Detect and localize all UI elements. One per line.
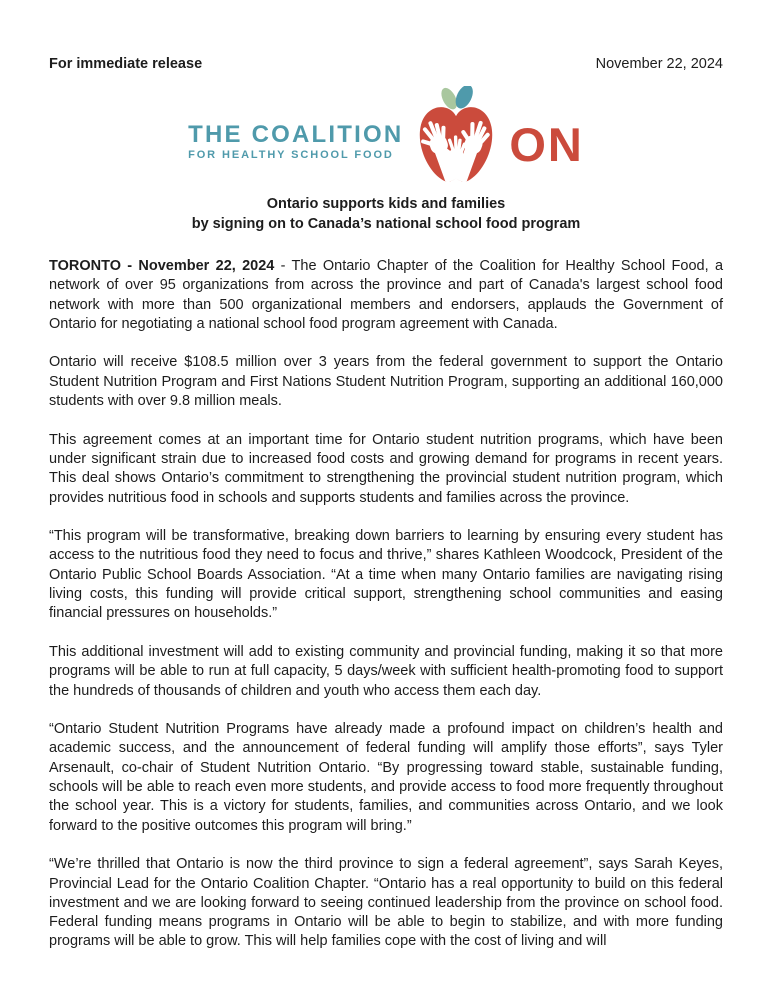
coalition-name: THE COALITION bbox=[188, 121, 404, 148]
paragraph-quote-keyes: “We’re thrilled that Ontario is now the third province to sign a federal agreement”, says Sarah Keyes, Provincial Lead for the Ontario Coalition Chapter. “Ontario has a real opportunity to build on this federal investment and we are looking forward to seeing continued leadership from the province on school food. Federal funding means programs in Ontario will be able to begin to stabilize, and with more funding programs will be able to grow. This will help families cope with the cost of living and will bbox=[49, 856, 723, 950]
headline-line2: by signing on to Canada’s national school food program bbox=[191, 215, 581, 232]
paragraph-agreement: This agreement comes at an important time for Ontario student nutrition programs, which have been under significant strain due to increased food costs and growing demand for programs in recent years. This deal shows Ontario’s commitment to strengthening the provincial student nutrition program, which provides nutritious food in schools and supports students and families across the province. bbox=[49, 431, 723, 506]
body-copy bbox=[49, 257, 723, 952]
coalition-wordmark bbox=[188, 123, 403, 163]
headline bbox=[49, 195, 723, 234]
release-header bbox=[49, 56, 723, 72]
paragraph-dateline bbox=[49, 257, 723, 334]
paragraph-1-text: - The Ontario Chapter of the Coalition for Healthy School Food, a network of over 95 organizations from across the province and part of Canada's largest school food network with more than 500 organizational members and endorsers, applauds the Government of Ontario for negotiating a national school food program agreement with Canada. bbox=[49, 258, 724, 332]
paragraph-quote-woodcock: “This program will be transformative, breaking down barriers to learning by ensuring every student has access to the nutritious food they need to focus and thrive,” shares Kathleen Woodcock, President of the Ontario Public School Boards Association. “At a time when many Ontario families are navigating rising living costs, this funding will provide critical support, strengthening school communities and easing financial pressures on households.” bbox=[49, 528, 723, 622]
paragraph-quote-arsenault: “Ontario Student Nutrition Programs have already made a profound impact on children’s health and academic success, and the announcement of federal funding will amplify those efforts”, says Tyler Arsenault, co-chair of Student Nutrition Ontario. “By progressing toward stable, sustainable funding, schools will be able to reach even more students, and provide access to food more frequently throughout the school year. This is a victory for students, families, and communities across Ontario, and we look forward to the positive outcomes this program will bring.” bbox=[49, 721, 723, 834]
paragraph-investment: This additional investment will add to existing community and provincial funding, making it so that more programs will be able to run at full capacity, 5 days/week with sufficient health-promoting food to support the hundreds of thousands of children and youth who access them each day. bbox=[49, 643, 723, 699]
coalition-logo bbox=[49, 86, 723, 186]
release-label: For immediate release bbox=[49, 56, 203, 72]
headline-line1: Ontario supports kids and families bbox=[266, 196, 506, 212]
apple-hands-icon bbox=[412, 86, 500, 186]
press-date: November 22, 2024 bbox=[595, 56, 723, 72]
paragraph-funding: Ontario will receive $108.5 million over 3 years from the federal government to support the Ontario Student Nutrition Program and First Nations Student Nutrition Program, supporting an additional 160,000 students with over 9.8 million meals. bbox=[49, 354, 723, 410]
dateline: TORONTO - November 22, 2024 bbox=[49, 258, 275, 274]
coalition-tagline: FOR HEALTHY SCHOOL FOOD bbox=[188, 149, 394, 161]
province-abbreviation: ON bbox=[509, 117, 584, 171]
